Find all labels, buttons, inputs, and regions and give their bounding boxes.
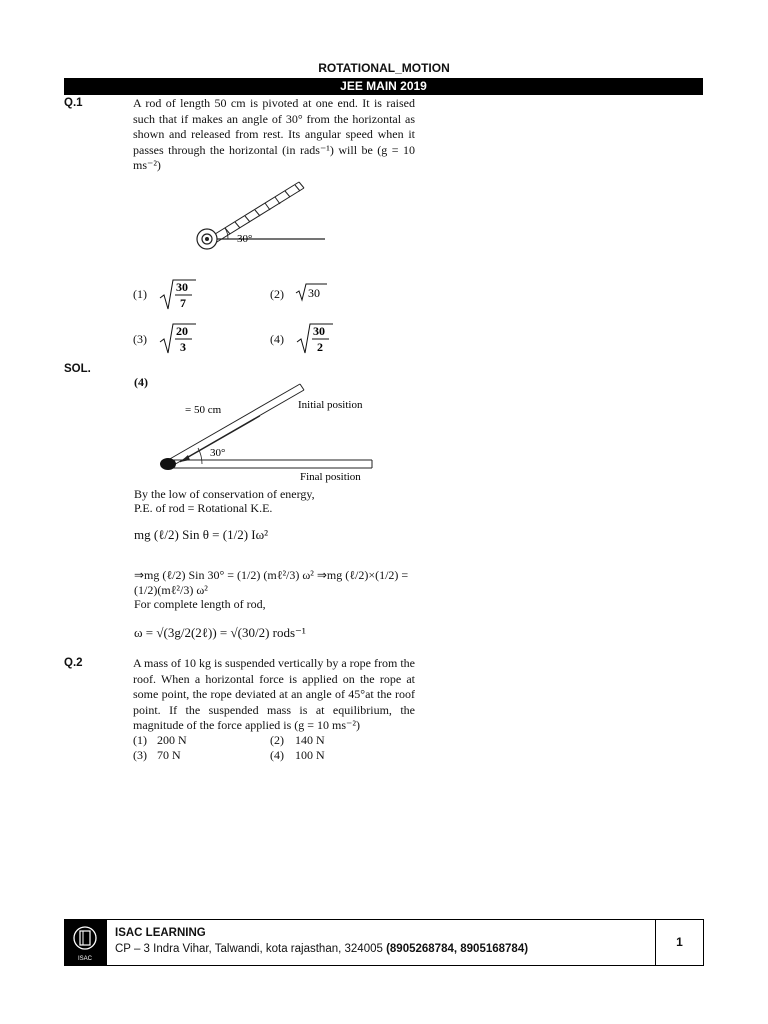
- q1-option-2-value: [295, 282, 329, 306]
- page-footer: [64, 919, 704, 966]
- q2-option-3-num: (3): [133, 748, 147, 762]
- sol-rod-figure: [150, 378, 380, 486]
- q2-text: A mass of 10 kg is suspended vertically by a rope from the roof. When a horizontal force is applied on the rope at some point, the rope deviated at an angle of 45°at the roof point. If the suspended mass is at equilibrium, the magnitude of the force applied is (g = 10 ms⁻²): [133, 656, 415, 732]
- footer-address: [115, 943, 528, 955]
- sqrt-30-over-7: [158, 278, 198, 312]
- q1-label: Q.1: [64, 97, 83, 109]
- isac-logo-icon: [65, 920, 106, 965]
- sqrt-20-over-3: [158, 322, 198, 356]
- exam-banner: JEE MAIN 2019: [64, 78, 703, 95]
- sqrt-30: [295, 282, 329, 302]
- isac-logo: [65, 920, 106, 965]
- q1-option-1-num: (1): [133, 287, 147, 301]
- document-title: ROTATIONAL_MOTION: [318, 61, 450, 75]
- footer-address-text: CP – 3 Indra Vihar, Talwandi, kota rajasthan, 324005: [115, 943, 387, 955]
- q2-option-1-value: 200 N: [157, 733, 187, 747]
- q1-option-3-value: [158, 322, 198, 360]
- sol-label: SOL.: [64, 363, 91, 375]
- footer-company: ISAC LEARNING: [115, 927, 206, 939]
- q2-option-2-value: 140 N: [295, 733, 325, 747]
- sol-line-3: For complete length of rod,: [134, 597, 266, 611]
- q1-text: A rod of length 50 cm is pivoted at one end. It is raised such that if makes an angle of 30° from the horizontal as shown and released from rest. Its angular speed when it passes through the horizontal (in rads⁻¹) will be (g = 10 ms⁻²): [133, 96, 415, 172]
- sol-final-label: Final position: [300, 471, 361, 483]
- q2-option-4-num: (4): [270, 748, 284, 762]
- sol-equation-3: ω = √(3g/2(2ℓ)) = √(30/2) rods⁻¹: [134, 625, 306, 640]
- svg-text:30: 30: [308, 286, 320, 300]
- q1-option-4-value: [295, 322, 335, 360]
- rod-diagram: [197, 182, 325, 249]
- svg-text:30: 30: [176, 280, 188, 294]
- q1-option-2-num: (2): [270, 287, 284, 301]
- q2-option-1-num: (1): [133, 733, 147, 747]
- svg-text:30: 30: [313, 324, 325, 338]
- q1-option-4-num: (4): [270, 332, 284, 346]
- q1-option-3-num: (3): [133, 332, 147, 346]
- sol-angle-label: 30°: [210, 447, 226, 459]
- svg-text:7: 7: [180, 296, 186, 310]
- q2-label: Q.2: [64, 657, 83, 669]
- rod-positions-diagram: [160, 384, 372, 470]
- sol-line-1: By the low of conservation of energy,: [134, 487, 315, 501]
- sol-length-label: = 50 cm: [185, 404, 222, 416]
- page-number: 1: [676, 935, 683, 949]
- sqrt-30-over-2: [295, 322, 335, 356]
- sol-line-2: P.E. of rod = Rotational K.E.: [134, 501, 273, 515]
- q2-option-2-num: (2): [270, 733, 284, 747]
- sol-answer: (4): [134, 375, 148, 389]
- sol-equation-1: mg (ℓ/2) Sin θ = (1/2) Iω²: [134, 527, 269, 542]
- svg-text:ISAC: ISAC: [77, 956, 93, 962]
- q1-rod-figure: [185, 172, 335, 257]
- sol-initial-label: Initial position: [298, 399, 363, 411]
- q1-angle-label: 30°: [237, 233, 253, 245]
- svg-text:2: 2: [317, 340, 323, 354]
- q1-option-1-value: [158, 278, 198, 316]
- q2-option-3-value: 70 N: [157, 748, 181, 762]
- q2-option-4-value: 100 N: [295, 748, 325, 762]
- sol-equation-2: ⇒mg (ℓ/2) Sin 30° = (1/2) (mℓ²/3) ω² ⇒mg (ℓ/2)×(1/2) = (1/2)(mℓ²/3) ω²: [134, 568, 409, 597]
- footer-phones: (8905268784, 8905168784): [386, 943, 529, 955]
- svg-text:20: 20: [176, 324, 188, 338]
- svg-text:3: 3: [180, 340, 186, 354]
